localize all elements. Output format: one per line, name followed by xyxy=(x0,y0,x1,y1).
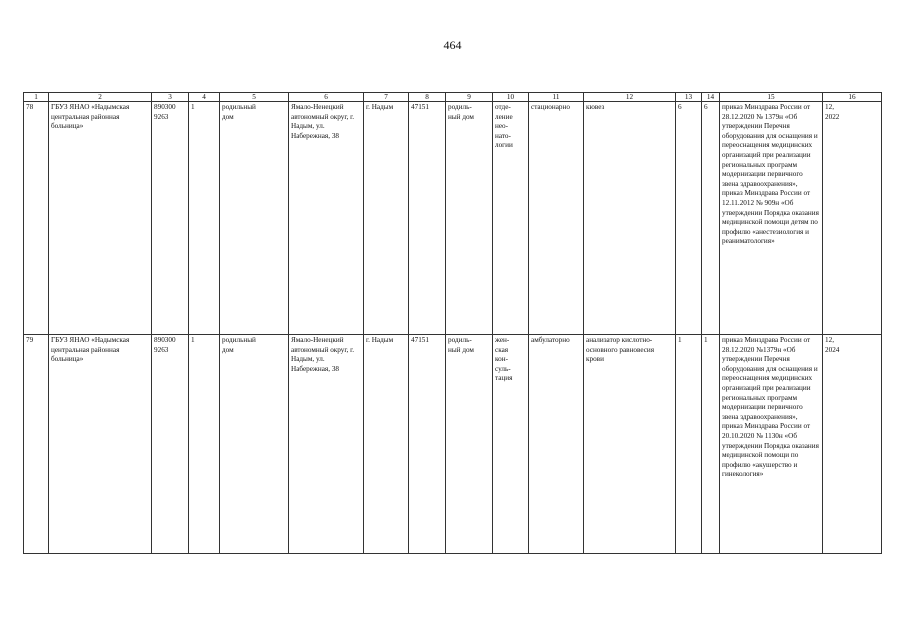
address-cell xyxy=(289,102,364,335)
deadline: 12, 2022 xyxy=(825,103,840,121)
quantity-cell xyxy=(676,102,702,335)
equipment-name: анализатор кислотно-основного равновесия крови xyxy=(586,336,655,364)
column-header: 13 xyxy=(676,93,702,102)
organization-cell xyxy=(49,102,152,335)
table-row xyxy=(24,102,882,335)
column-header: 12 xyxy=(584,93,676,102)
column-header: 7 xyxy=(364,93,409,102)
column-header: 8 xyxy=(409,93,446,102)
city-cell xyxy=(364,102,409,335)
facility-type-cell xyxy=(220,102,289,335)
column-header: 4 xyxy=(189,93,220,102)
column-header: 9 xyxy=(446,93,493,102)
care-mode: стационарно xyxy=(531,103,570,111)
city-cell xyxy=(364,335,409,554)
department: жен- ская кон- суль- тация xyxy=(495,336,513,383)
equipment-cell xyxy=(584,335,676,554)
col4-cell xyxy=(189,335,220,554)
department: отде- ление нео- нато- логии xyxy=(495,103,513,150)
page-number: 464 xyxy=(443,38,462,52)
column-header: 16 xyxy=(823,93,882,102)
facility-type: родильный дом xyxy=(222,103,256,121)
column-header: 1 xyxy=(24,93,49,102)
code: 47151 xyxy=(411,336,429,344)
row-number-cell xyxy=(24,102,49,335)
column-header: 14 xyxy=(702,93,720,102)
unit: родиль- ный дом xyxy=(448,336,474,354)
quantity-planned-cell xyxy=(702,335,720,554)
facility-type-cell xyxy=(220,335,289,554)
column-header: 10 xyxy=(493,93,529,102)
department-cell xyxy=(493,335,529,554)
inn-value: 890300 9263 xyxy=(154,103,176,121)
legal-basis: приказ Минздрава России от 28.12.2020 №1379н «Об утверждении Перечня оборудования для оснащения и переоснащения медицинских организаций при реализации региональных программ модернизации первичного звена здравоохранения», приказ Минздрава России от 20.10.2020 № 1130н «Об утверждении Порядка оказания медицинской помощи по профилю «акушерство и гинекология» xyxy=(722,336,819,479)
quantity: 6 xyxy=(678,103,682,111)
column-header: 5 xyxy=(220,93,289,102)
equipment-name: кювез xyxy=(586,103,605,111)
department-cell xyxy=(493,102,529,335)
equipment-cell xyxy=(584,102,676,335)
quantity-planned: 1 xyxy=(704,336,708,344)
care-mode-cell xyxy=(529,102,584,335)
deadline: 12, 2024 xyxy=(825,336,840,354)
col4-cell xyxy=(189,102,220,335)
column-header: 11 xyxy=(529,93,584,102)
organization-cell xyxy=(49,335,152,554)
row-number: 78 xyxy=(26,103,34,111)
deadline-cell xyxy=(823,102,882,335)
quantity-cell xyxy=(676,335,702,554)
column-header: 2 xyxy=(49,93,152,102)
address: Ямало-Ненецкий автономный округ, г. Надым, ул. Набережная, 38 xyxy=(291,103,355,140)
code-cell xyxy=(409,102,446,335)
unit: родиль- ный дом xyxy=(448,103,474,121)
deadline-cell xyxy=(823,335,882,554)
code: 47151 xyxy=(411,103,429,111)
legal-basis: приказ Минздрава России от 28.12.2020 № 1379н «Об утверждении Перечня оборудования для оснащения и переоснащения медицинских организаций при реализации региональных программ модернизации первичного звена здравоохранения», приказ Минздрава России от 12.11.2012 № 909н «Об утверждении Порядка оказания медицинской помощи детям по профилю «анестезиология и реаниматология» xyxy=(722,103,819,246)
column-header: 15 xyxy=(720,93,823,102)
city: г. Надым xyxy=(366,336,394,344)
inn-cell xyxy=(152,335,189,554)
unit-cell xyxy=(446,335,493,554)
code-cell xyxy=(409,335,446,554)
table-row xyxy=(24,335,882,554)
row-number: 79 xyxy=(26,336,34,344)
row-number-cell xyxy=(24,335,49,554)
col4-value: 1 xyxy=(191,336,195,344)
col4-value: 1 xyxy=(191,103,195,111)
inn-cell xyxy=(152,102,189,335)
quantity-planned: 6 xyxy=(704,103,708,111)
legal-basis-cell xyxy=(720,102,823,335)
city: г. Надым xyxy=(366,103,394,111)
facility-type: родильный дом xyxy=(222,336,256,354)
address: Ямало-Ненецкий автономный округ, г. Надым, ул. Набережная, 38 xyxy=(291,336,355,373)
quantity-planned-cell xyxy=(702,102,720,335)
quantity: 1 xyxy=(678,336,682,344)
care-mode: амбулаторно xyxy=(531,336,570,344)
inn-value: 890300 9263 xyxy=(154,336,176,354)
column-header: 6 xyxy=(289,93,364,102)
care-mode-cell xyxy=(529,335,584,554)
column-number-row xyxy=(24,93,882,102)
unit-cell xyxy=(446,102,493,335)
column-header: 3 xyxy=(152,93,189,102)
organization-name: ГБУЗ ЯНАО «Надымская центральная районная больница» xyxy=(51,103,130,131)
legal-basis-cell xyxy=(720,335,823,554)
address-cell xyxy=(289,335,364,554)
equipment-register-table xyxy=(23,92,882,554)
organization-name: ГБУЗ ЯНАО «Надымская центральная районная больница» xyxy=(51,336,130,364)
